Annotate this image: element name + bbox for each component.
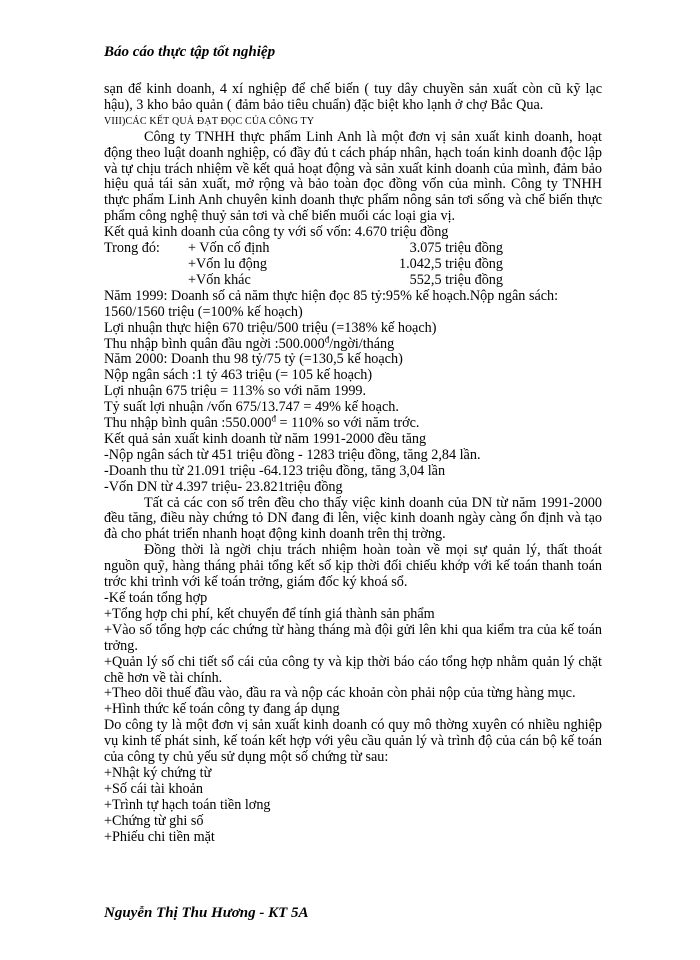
capital-item: +Vốn lu động	[188, 255, 267, 272]
year-2000-income	[104, 413, 602, 432]
capital-row	[104, 257, 602, 273]
year-2000-profit: Lợi nhuận 675 triệu = 113% so với năm 1999.	[104, 383, 367, 400]
accounting-list-item: -Kế toán tổng hợp	[104, 590, 208, 606]
paragraph-summary: Tất cả các con số trên đều cho thấy việc kinh doanh của DN từ năm 1991-2000 đều tăng, điều này chứng tỏ DN đang đi lên, việc kinh doanh ngày càng ổn định và tạo đà cho phát triển nhanh hoạt động kinh doanh trên thị trờng.	[104, 494, 602, 543]
capital-line: Kết quả kinh doanh của công ty với số vốn: 4.670 triệu đồng	[104, 224, 449, 241]
results-item: -Doanh thu từ 21.091 triệu -64.123 triệu đồng, tăng 3,04 lần	[104, 462, 446, 479]
income-comparison: = 110% so với năm trớc.	[275, 415, 420, 432]
capital-lead	[104, 257, 188, 273]
capital-amount: 552,5 triệu đồng	[409, 271, 503, 288]
capital-item: +Vốn khác	[188, 271, 251, 288]
paragraph-facilities: sạn để kinh doanh, 4 xí nghiệp để chế biến ( tuy dây chuyền sản xuất còn cũ kỹ lạc hậu), 3 kho bảo quản ( đảm bảo tiêu chuẩn) đặc biệt kho lạnh ở chợ Bắc Qua.	[104, 81, 602, 113]
accounting-list-item: +Quản lý số chi tiết sổ cái của công ty và kịp thời báo cáo tổng hợp nhằm quản lý chặt chẽ hơn về tài chính.	[104, 653, 602, 686]
paragraph-company-intro: Công ty TNHH thực phẩm Linh Anh là một đơn vị sản xuất kinh doanh, hoạt động theo luật doanh nghiệp, có đầy đủ t cách pháp nhân, hạch toán kinh doanh độc lập và tự chịu trách nhiệm về kết quả hoạt động và sản xuất kinh doanh của mình, đảm bảo hiệu quả tái sản xuất, mở rộng và bảo toàn đọc đồng vốn của mình. Công ty TNHH thực phẩm Linh Anh chuyên kinh doanh thực phẩm nông sản tơi sống và chế biến thực phẩm công nghệ thuỷ sản tơi và chế biến muối các loại gia vị.	[104, 128, 602, 225]
page-header: Báo cáo thực tập tốt nghiệp	[104, 44, 276, 60]
income-value: Thu nhập bình quân :550.000	[104, 415, 272, 432]
year-1999-sales: Năm 1999: Doanh số cả năm thực hiện đọc 85 tỷ:95% kế hoạch.Nộp ngân sách: 1560/1560 triệu (=100% kế hoạch)	[104, 287, 559, 320]
capital-item: + Vốn cố định	[188, 240, 270, 257]
capital-lead: Trong đó:	[104, 240, 160, 257]
section-title: VIII)CÁC KẾT QUẢ ĐẠT ĐỌC CỦA CÔNG TY	[104, 115, 315, 127]
capital-table	[104, 241, 602, 289]
year-2000-budget: Nộp ngân sách :1 tỷ 463 triệu (= 105 kế hoạch)	[104, 367, 373, 384]
capital-row	[104, 273, 602, 289]
currency-superscript: đ	[324, 333, 330, 344]
document-body	[104, 82, 602, 846]
capital-amount: 3.075 triệu đồng	[409, 240, 503, 257]
document-list-item: +Nhật ký chứng từ	[104, 764, 212, 781]
capital-row	[104, 241, 602, 257]
capital-lead	[104, 273, 188, 289]
accounting-list-item: +Hình thức kế toán công ty đang áp dụng	[104, 701, 340, 718]
income-unit: /ngời/tháng	[329, 335, 395, 352]
document-list-item: +Chứng từ ghi số	[104, 812, 204, 829]
year-1999-income	[104, 333, 602, 353]
results-item: -Vốn DN từ 4.397 triệu- 23.821triệu đồng	[104, 478, 343, 495]
currency-superscript: đ	[271, 413, 276, 424]
document-list-item: +Phiếu chi tiền mặt	[104, 828, 215, 845]
accounting-list-item: +Vào số tổng hợp các chứng từ hàng tháng mà đội gửi lên khi qua kiểm tra của kế toán trởng.	[104, 621, 602, 654]
paragraph-responsibility: Đồng thời là ngời chịu trách nhiệm hoàn toàn về mọi sự quản lý, thất thoát nguồn quỹ, hàng tháng phải tổng kết số kịp thời đối chiếu khớp với kế toán thanh toán trớc khi trình với kế toán trởng, giám đốc ký khoá sổ.	[104, 542, 602, 591]
document-list-item: +Trình tự hạch toán tiền lơng	[104, 796, 271, 813]
accounting-list-item: +Tổng hợp chi phí, kết chuyển để tính giá thành sản phẩm	[104, 605, 435, 622]
year-1999-profit: Lợi nhuận thực hiện 670 triệu/500 triệu (=138% kế hoạch)	[104, 319, 437, 336]
accounting-list-item: +Theo dõi thuế đầu vào, đầu ra và nộp các khoản còn phải nộp của từng hàng mục.	[104, 685, 576, 702]
capital-amount: 1.042,5 triệu đồng	[398, 255, 503, 272]
results-item: -Nộp ngân sách từ 451 triệu đồng - 1283 triệu đồng, tăng 2,84 lần.	[104, 446, 481, 463]
results-title: Kết quả sản xuất kinh doanh từ năm 1991-2000 đều tăng	[104, 430, 427, 447]
paragraph-documents: Do công ty là một đơn vị sản xuất kinh doanh có quy mô thờng xuyên có nhiều nghiệp vụ kinh tế phát sinh, kế toán kết hợp với yêu cầu quản lý và trình độ của cán bộ kế toán của công ty chủ yếu sử dụng một số chứng từ sau:	[104, 717, 602, 766]
document-list-item: +Số cái tài khoản	[104, 780, 204, 797]
year-2000-revenue: Năm 2000: Doanh thu 98 tỷ/75 tỷ (=130,5 kế hoạch)	[104, 351, 403, 368]
page-footer: Nguyễn Thị Thu Hương - KT 5A	[104, 905, 309, 921]
year-2000-profit-rate: Tỷ suất lợi nhuận /vốn 675/13.747 = 49% kế hoạch.	[104, 399, 399, 416]
income-value: Thu nhập bình quân đầu ngời :500.000	[104, 335, 325, 352]
